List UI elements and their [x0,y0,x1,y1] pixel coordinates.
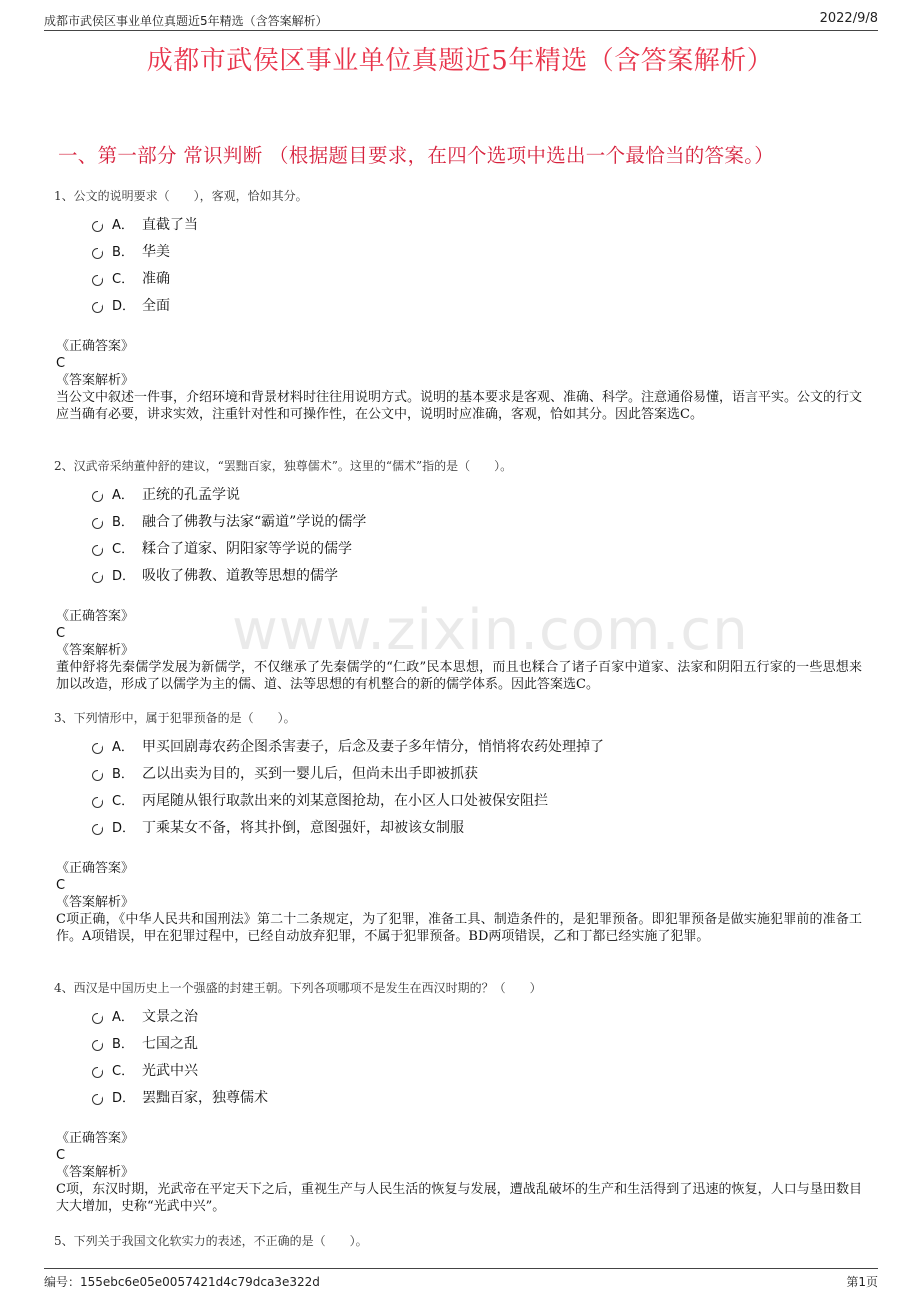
answer-block [56,1130,864,1215]
radio-icon[interactable] [92,572,103,583]
document-title: 成都市武侯区事业单位真题近5年精选（含答案解析） [146,46,774,76]
analysis-label: 《答案解析》 [56,643,135,658]
correct-answer-value: C [56,878,66,893]
radio-icon[interactable] [92,824,103,835]
radio-icon[interactable] [92,302,103,313]
option-a[interactable] [92,210,864,237]
analysis-text: 董仲舒将先秦儒学发展为新儒学，不仅继承了先秦儒学的“仁政”民本思想，而且也糅合了诸子百家中道家、法家和阴阳五行家的一些思想来加以改造，形成了以儒学为主的儒、道、法等思想的有机整合的新的儒学体系。因此答案选C。 [56,660,862,692]
option-key: D． [112,299,136,314]
option-a[interactable] [92,1002,864,1029]
radio-icon[interactable] [92,1094,103,1105]
option-key: A． [112,488,134,503]
correct-answer-label: 《正确答案》 [56,861,135,876]
analysis-text: C项，东汉时期，光武帝在平定天下之后，重视生产与人民生活的恢复与发展，遭战乱破坏的生产和生活得到了迅速的恢复，人口与垦田数目大大增加，史称“光武中兴”。 [56,1182,862,1214]
question-3 [54,710,864,945]
answer-block [56,338,864,423]
option-text: 糅合了道家、阴阳家等学说的儒学 [142,540,352,557]
option-text: 文景之治 [142,1008,198,1025]
question-stem: 5、下列关于我国文化软实力的表述，不正确的是（ ）。 [54,1234,368,1248]
correct-answer-value: C [56,626,66,641]
correct-answer-label: 《正确答案》 [56,1131,135,1146]
question-2 [54,458,864,693]
option-key: B． [112,767,134,782]
option-d[interactable] [92,291,864,318]
radio-icon[interactable] [92,491,103,502]
option-c[interactable] [92,264,864,291]
correct-answer-label: 《正确答案》 [56,339,135,354]
option-b[interactable] [92,507,864,534]
option-c[interactable] [92,786,864,813]
option-text: 甲买回剧毒农药企图杀害妻子，后念及妻子多年情分，悄悄将农药处理掉了 [142,738,604,755]
option-text: 华美 [142,243,170,260]
option-b[interactable] [92,759,864,786]
page-footer [44,1268,878,1291]
option-key: C． [112,272,135,287]
option-b[interactable] [92,237,864,264]
radio-icon[interactable] [92,1067,103,1078]
option-text: 融合了佛教与法家“霸道”学说的儒学 [142,513,367,530]
option-text: 吸收了佛教、道教等思想的儒学 [142,567,338,584]
option-list [92,480,864,588]
option-key: A． [112,740,134,755]
option-key: C． [112,542,135,557]
header-date: 2022/9/8 [819,11,878,26]
option-key: B． [112,1037,134,1052]
option-list [92,732,864,840]
option-key: A． [112,1010,134,1025]
option-text: 罢黜百家，独尊儒术 [142,1089,268,1106]
radio-icon[interactable] [92,518,103,529]
radio-icon[interactable] [92,1040,103,1051]
question-stem: 4、西汉是中国历史上一个强盛的封建王朝。下列各项哪项不是发生在西汉时期的？（ ） [54,981,542,995]
radio-icon[interactable] [92,743,103,754]
option-d[interactable] [92,561,864,588]
option-text: 正统的孔孟学说 [142,486,240,503]
option-c[interactable] [92,534,864,561]
option-text: 七国之乱 [142,1035,198,1052]
option-a[interactable] [92,732,864,759]
radio-icon[interactable] [92,248,103,259]
option-text: 直截了当 [142,216,198,233]
page-header [44,10,878,31]
footer-document-id: 编号：155ebc6e05e0057421d4c79dca3e322d [44,1275,320,1289]
option-a[interactable] [92,480,864,507]
question-1 [54,188,864,423]
header-doc-title: 成都市武侯区事业单位真题近5年精选（含答案解析） [44,14,328,28]
radio-icon[interactable] [92,770,103,781]
question-5 [54,1233,864,1249]
analysis-label: 《答案解析》 [56,373,135,388]
option-key: B． [112,245,134,260]
option-key: D． [112,569,136,584]
radio-icon[interactable] [92,221,103,232]
option-text: 准确 [142,270,170,287]
option-d[interactable] [92,813,864,840]
analysis-label: 《答案解析》 [56,1165,135,1180]
option-key: C． [112,794,135,809]
option-key: D． [112,821,136,836]
question-4 [54,980,864,1215]
option-text: 全面 [142,297,170,314]
analysis-text: C项正确，《中华人民共和国刑法》第二十二条规定，为了犯罪，准备工具、制造条件的，是犯罪预备。即犯罪预备是做实施犯罪前的准备工作。A项错误，甲在犯罪过程中，已经自动放弃犯罪，不属于犯罪预备。BD两项错误，乙和丁都已经实施了犯罪。 [56,912,862,944]
analysis-text: 当公文中叙述一件事，介绍环境和背景材料时往往用说明方式。说明的基本要求是客观、准确、科学。注意通俗易懂，语言平实。公文的行文应当确有必要，讲求实效，注重针对性和可操作性，在公文中，说明时应准确，客观，恰如其分。因此答案选C。 [56,390,863,422]
radio-icon[interactable] [92,545,103,556]
footer-page-number: 第1页 [846,1275,878,1289]
question-stem: 3、下列情形中，属于犯罪预备的是（ ）。 [54,711,296,725]
option-key: B． [112,515,134,530]
option-d[interactable] [92,1083,864,1110]
option-list [92,210,864,318]
section-heading: 一、第一部分 常识判断 （根据题目要求，在四个选项中选出一个最恰当的答案。） [58,144,775,167]
option-text: 丙尾随从银行取款出来的刘某意图抢劫，在小区人口处被保安阻拦 [142,792,548,809]
option-b[interactable] [92,1029,864,1056]
answer-block [56,608,864,693]
option-text: 丁乘某女不备，将其扑倒，意图强奸，却被该女制服 [142,819,464,836]
option-text: 光武中兴 [142,1062,198,1079]
question-stem: 1、公文的说明要求（ ），客观，恰如其分。 [54,189,308,203]
radio-icon[interactable] [92,275,103,286]
analysis-label: 《答案解析》 [56,895,135,910]
radio-icon[interactable] [92,797,103,808]
option-key: D． [112,1091,136,1106]
correct-answer-value: C [56,1148,66,1163]
radio-icon[interactable] [92,1013,103,1024]
correct-answer-value: C [56,356,66,371]
watermark: www.zixin.com.cn [232,598,749,663]
question-stem: 2、汉武帝采纳董仲舒的建议，“罢黜百家，独尊儒术”。这里的“儒术”指的是（ ）。 [54,459,513,473]
option-list [92,1002,864,1110]
option-c[interactable] [92,1056,864,1083]
option-text: 乙以出卖为目的，买到一婴儿后，但尚未出手即被抓获 [142,765,478,782]
option-key: C． [112,1064,135,1079]
option-key: A． [112,218,134,233]
correct-answer-label: 《正确答案》 [56,609,135,624]
answer-block [56,860,864,945]
